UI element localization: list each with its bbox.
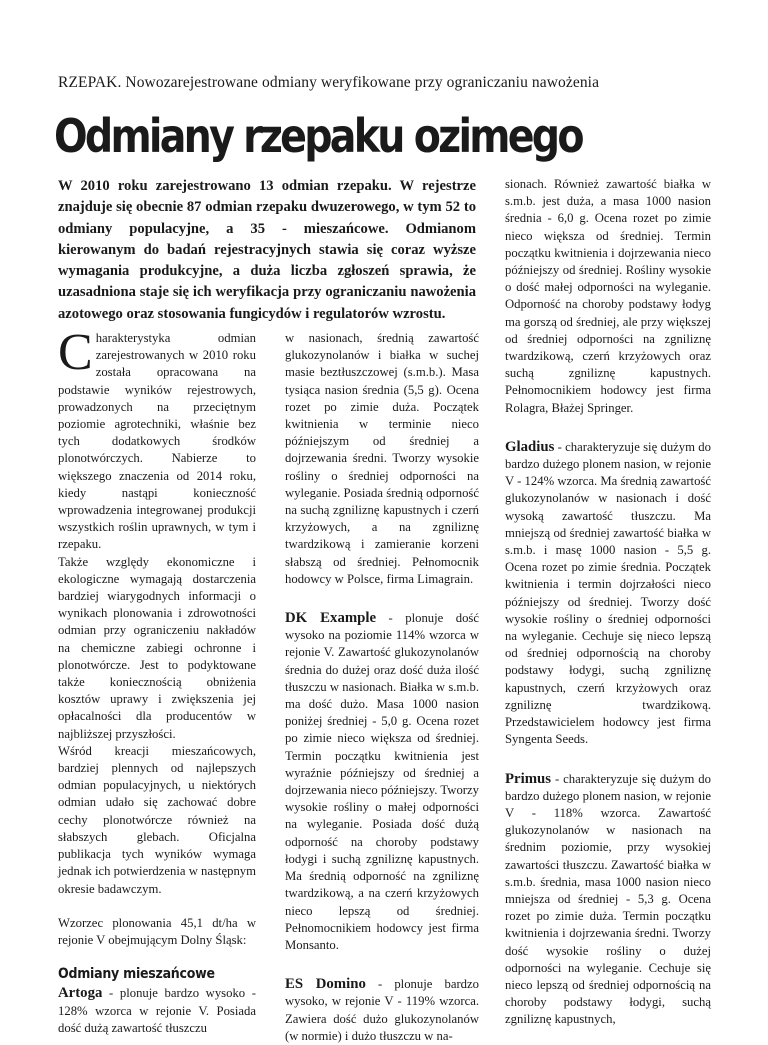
variety-es-domino <box>285 976 479 1045</box>
intro-paragraph-2: Także względy ekonomiczne i ekologiczne wymagają dostarczenia bardziej wiarygodnych informacji o wynikach plonowania i zdrowotności odmian przy ograniczeniu nakładów na chemiczne zabiegi ochronne i plonotwórcze. Jest to podyktowane także koniecznością obniżenia kosztów uprawy i zwiększenia jej opłacalności dla producentów w najbliższej przyszłości. <box>58 554 256 741</box>
variety-dk-example <box>285 610 479 954</box>
column-1 <box>58 324 257 1037</box>
column-2 <box>285 330 479 1045</box>
intro-text-1: harakterystyka odmian zarejestrowanych w 2010 roku została opracowana na podstawie wyników rejestrowych, prowadzonych na przeciętnym poziomie agrotechniki, właśnie bez tych dodatkowych środków plonotwórczych. Nabierze to większego znaczenia od 2014 roku, kiedy nastąpi konieczność wprowadzenia integrowanej produkcji wszystkich roślin uprawnych, w tym i rzepaku. <box>58 331 256 552</box>
intro-paragraph-4: Wzorzec plonowania 45,1 dt/ha w rejonie V obejmującym Dolny Śląsk: <box>58 915 256 947</box>
variety-name: Gladius <box>505 438 555 455</box>
variety-text: - plonuje bardzo wysoko - 128% wzorca w rejonie V. Posiada dość dużą zawartość tłuszczu <box>58 986 256 1035</box>
variety-name: DK Example <box>285 610 377 627</box>
variety-primus <box>505 771 711 1029</box>
variety-name: Artoga <box>58 985 103 1002</box>
section-heading: Odmiany mieszańcowe <box>58 966 215 983</box>
variety-text: - charakteryzuje się dużym do bardzo dużego plonem nasion, w rejonie V - 118% wzorca. Zawartość glukozynolanów w nasionach na średnim poziomie, przy wysokiej zawartości tłuszczu. Zawartość białka w s.m.b. średnia, masa 1000 nasion nieco mniejsza od średniej - 5,3 g. Ocena rozet po zimie duża. Termin początku kwitnienia i dojrzewania średni. Tworzy dość wysokie rośliny o dużej odporności na wyleganie. Cechuje się nieco lepszą od średniej odpornością na choroby podstawy łodygi, suchą zgniliznę kapustnych, <box>505 771 711 1027</box>
variety-name: ES Domino <box>285 976 366 993</box>
variety-name: Primus <box>505 770 552 787</box>
intro-paragraph-3: Wśród kreacji mieszańcowych, bardziej plennych od najlepszych odmian populacyjnych, u niektórych odmian udało się zachować dobre cechy plonotwórcze również na słabszych glebach. Oficjalna publikacja tych wyników wymaga jednak ich potwierdzenia w następnym okresie badawczym. <box>58 743 257 896</box>
variety-text: - plonuje dość wysoko na poziomie 114% wzorca w rejonie V. Zawartość glukozynolanów średnia do dużej oraz dość duża ilość tłuszczu w nasionach. Białka w s.m.b. ma dość dużo. Masa 1000 nasion poniżej średniej - 5,0 g. Ocena rozet po zimie nieco większa od średniej. Termin początku kwitnienia jest wyraźnie późniejszy od średniej a dojrzewania nieco późniejszy. Tworzy wysokie rośliny o małej odporności na wyleganie. Posiada dość dużą odporność na choroby podstawy łodygi i suchą zgniliznę kapustnych. Ma średnią odporność na zgniliznę twardzikową, a na czerń krzyżowych nieco lepszą od średniej. Pełnomocnikiem hodowcy jest firma Monsanto. <box>285 611 480 952</box>
variety-es-domino-cont: sionach. Również zawartość białka w s.m.b. jest duża, a masa 1000 nasion średnia - 6,0 g. Ocena rozet po zimie nieco większa od średniej. Termin początku kwitnienia i dojrzewania nieco późniejszy od średniej. Rośliny wysokie o dość małej odporności na wyleganie. Odporność na choroby podstawy łodyg ma gorszą od średniej, ale przy większej od średniej odporności na zgniliznę twardzikową, czerń krzyżowych oraz suchą zgniliznę kapustnych. Pełnomocnikiem hodowcy jest firma Rolagra, Błażej Springer. <box>505 177 711 415</box>
column-3 <box>505 176 711 1029</box>
variety-text: - plonuje bardzo wysoko, w rejonie V - 119% wzorca. Zawiera dość dużo glukozynolanów (w normie) i dużo tłuszczu w na- <box>285 977 479 1043</box>
variety-artoga <box>58 985 256 1037</box>
intro-paragraph-1 <box>58 324 256 554</box>
variety-artoga-cont: w nasionach, średnią zawartość glukozynolanów i białka w suchej masie beztłuszczowej (s.m.b.). Masa tysiąca nasion średnia (5,5 g). Ocena rozet po zimie duża. Początek kwitnienia w terminie nieco późniejszym od średniej a dojrzewania średni. Tworzy wysokie rośliny o średniej odporności na wyleganie. Posiada średnią odporność na suchą zgniliznę kapustnych i czerń krzyżowych, a na zgniliznę twardzikową i zamieranie korzeni słabszą od średniej. Pełnomocnik hodowcy w Polsce, firma Limagrain. <box>285 331 479 586</box>
variety-text: - charakteryzuje się dużym do bardzo dużego plonem nasion, w rejonie V - 124% wzorca. Ma średnią zawartość glukozynolanów w nasionach i dość wysoką zawartość tłuszczu. Ma mniejszą od średniej zawartość białka w s.m.b. i masę 1000 nasion - 5,5 g. Ocena rozet po zimie średnia. Początek kwitnienia i termin dojrzałości nieco późniejszy od średniej. Tworzy dość wysokie rośliny o średniej odporności na wyleganie. Cechuje się nieco lepszą od średniej odpornością na choroby podstawy łodygi, suchą zgniliznę kapustnych, czerń krzyżowych oraz zgniliznę twardzikową. Przedstawicielem hodowcy jest firma Syngenta Seeds. <box>505 439 711 747</box>
variety-gladius <box>505 439 711 749</box>
article-lead: W 2010 roku zarejestrowano 13 odmian rzepaku. W rejestrze znajduje się obecnie 87 odmian rzepaku dwuzerowego, w tym 52 to odmiany populacyjne, a 35 - mieszańcowe. Odmianom kierowanym do badań rejestracyjnych stawia się coraz wyższe wymagania produkcyjne, a duża liczba zgłoszeń sprawia, że uzasadniona staje się ich weryfikacja przy ograniczaniu nawożenia azotowego oraz stosowania fungicydów i regulatorów wzrostu. <box>58 178 476 322</box>
drop-cap: C <box>58 324 93 381</box>
article-kicker: RZEPAK. Nowozarejestrowane odmiany weryfikowane przy ograniczaniu nawożenia <box>58 74 600 91</box>
article-title: Odmiany rzepaku ozimego <box>54 109 582 163</box>
